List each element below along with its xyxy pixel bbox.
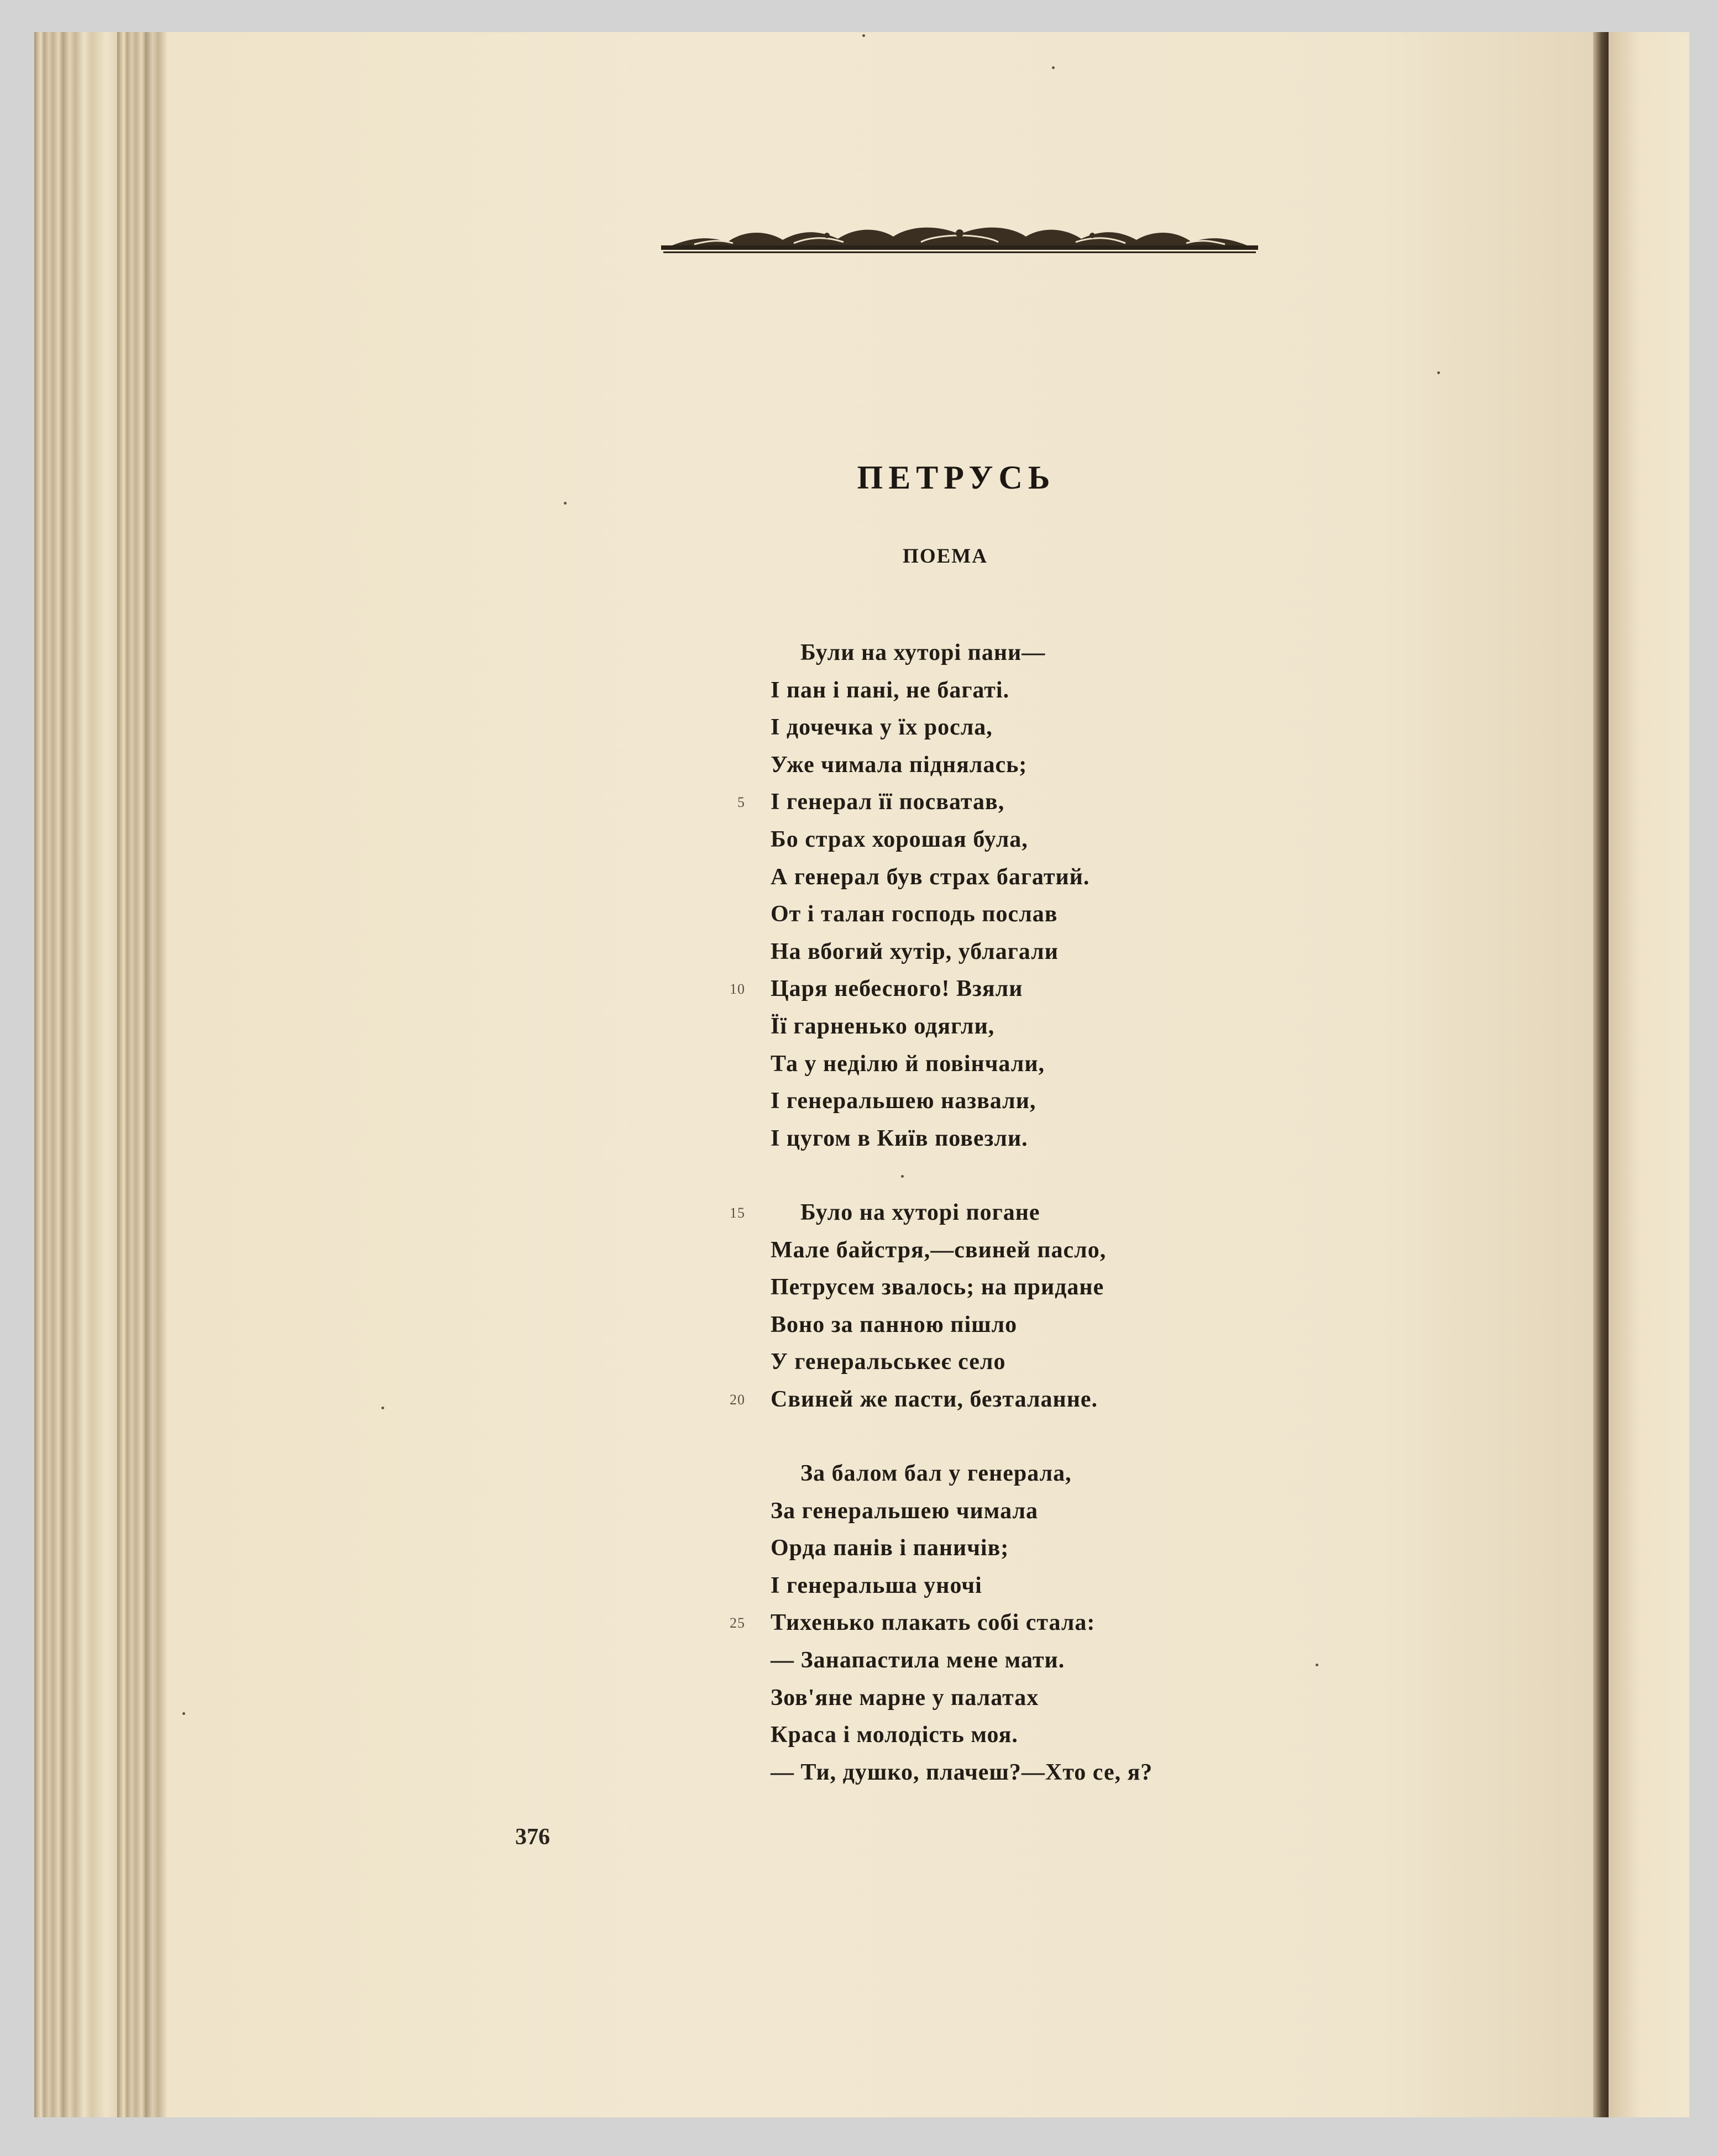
verse-line: За балом бал у генерала, bbox=[800, 1461, 1072, 1486]
verse-line: А генерал був страх багатий. bbox=[771, 864, 1090, 890]
stanza-1 bbox=[730, 634, 1379, 1157]
verse-line: І генеральшею назвали, bbox=[771, 1088, 1036, 1114]
poem-title: ПЕТРУСЬ bbox=[857, 459, 1056, 496]
verse-line: Орда панів і паничів; bbox=[771, 1535, 1009, 1561]
verse-line: 20 Свиней же пасти, безталанне. bbox=[771, 1381, 1379, 1419]
paper-speck bbox=[564, 502, 567, 505]
verse-line: Бо страх хорошая була, bbox=[771, 826, 1028, 852]
verse-line: 5 І генерал її посватав, bbox=[771, 784, 1379, 821]
verse-line: Зов'яне марне у палатах bbox=[771, 1685, 1039, 1711]
paper-speck bbox=[862, 34, 865, 37]
stanza-2 bbox=[730, 1194, 1379, 1419]
verse-line: У генеральськеє село bbox=[771, 1349, 1006, 1375]
verse-line: — Ти, душко, плачеш?—Хто се, я? bbox=[771, 1759, 1153, 1785]
verse-line: Були на хуторі пани— bbox=[800, 640, 1046, 665]
decorative-headpiece-ornament bbox=[661, 214, 1258, 259]
verse-line: І генеральша уночі bbox=[771, 1572, 982, 1598]
paper-speck bbox=[901, 1175, 904, 1178]
verse-line: 25 Тихенько плакать собі стала: bbox=[771, 1604, 1379, 1642]
verse-line: Петрусем звалось; на придане bbox=[771, 1274, 1104, 1300]
paper-speck bbox=[1052, 66, 1055, 69]
paper-speck bbox=[1316, 1664, 1318, 1666]
verse-line: Уже чимала піднялась; bbox=[771, 752, 1028, 778]
verse-line: Та у неділю й повінчали, bbox=[771, 1051, 1045, 1077]
verse-line: От і талан господь послав bbox=[771, 901, 1058, 927]
line-number: 25 bbox=[730, 1615, 745, 1632]
verse-line: Воно за панною пішло bbox=[771, 1312, 1018, 1337]
verse-line: І пан і пані, не багаті. bbox=[771, 677, 1010, 703]
verse-line: Краса і молодість моя. bbox=[771, 1722, 1018, 1748]
poem-subtitle: ПОЕМА bbox=[903, 545, 988, 568]
verse-line: І цугом в Київ повезли. bbox=[771, 1125, 1028, 1151]
paper-speck bbox=[1437, 371, 1440, 374]
verse-line: На вбогий хутір, ублагали bbox=[771, 938, 1059, 964]
page-number: 376 bbox=[515, 1824, 550, 1850]
facing-page-edge bbox=[1609, 32, 1689, 2117]
verse-line: 15 Було на хуторі погане bbox=[771, 1194, 1379, 1232]
line-number: 15 bbox=[730, 1205, 745, 1221]
verse-line: — Занапастила мене мати. bbox=[771, 1647, 1065, 1673]
verse-line: Її гарненько одягли, bbox=[771, 1013, 995, 1039]
verse-line: І дочечка у їх росла, bbox=[771, 715, 993, 741]
line-number: 10 bbox=[730, 981, 745, 998]
verse-line: Мале байстря,—свиней пасло, bbox=[771, 1237, 1107, 1263]
paper-speck bbox=[182, 1712, 185, 1715]
line-number: 5 bbox=[737, 794, 745, 811]
line-number: 20 bbox=[730, 1391, 745, 1408]
book-gutter bbox=[1593, 32, 1609, 2117]
verse-line: За генеральшею чимала bbox=[771, 1498, 1039, 1524]
paper-speck bbox=[381, 1407, 384, 1409]
page-edge-stack bbox=[34, 32, 167, 2117]
stanza-3 bbox=[730, 1455, 1379, 1791]
verse-line: 10 Царя небесного! Взяли bbox=[771, 971, 1379, 1008]
